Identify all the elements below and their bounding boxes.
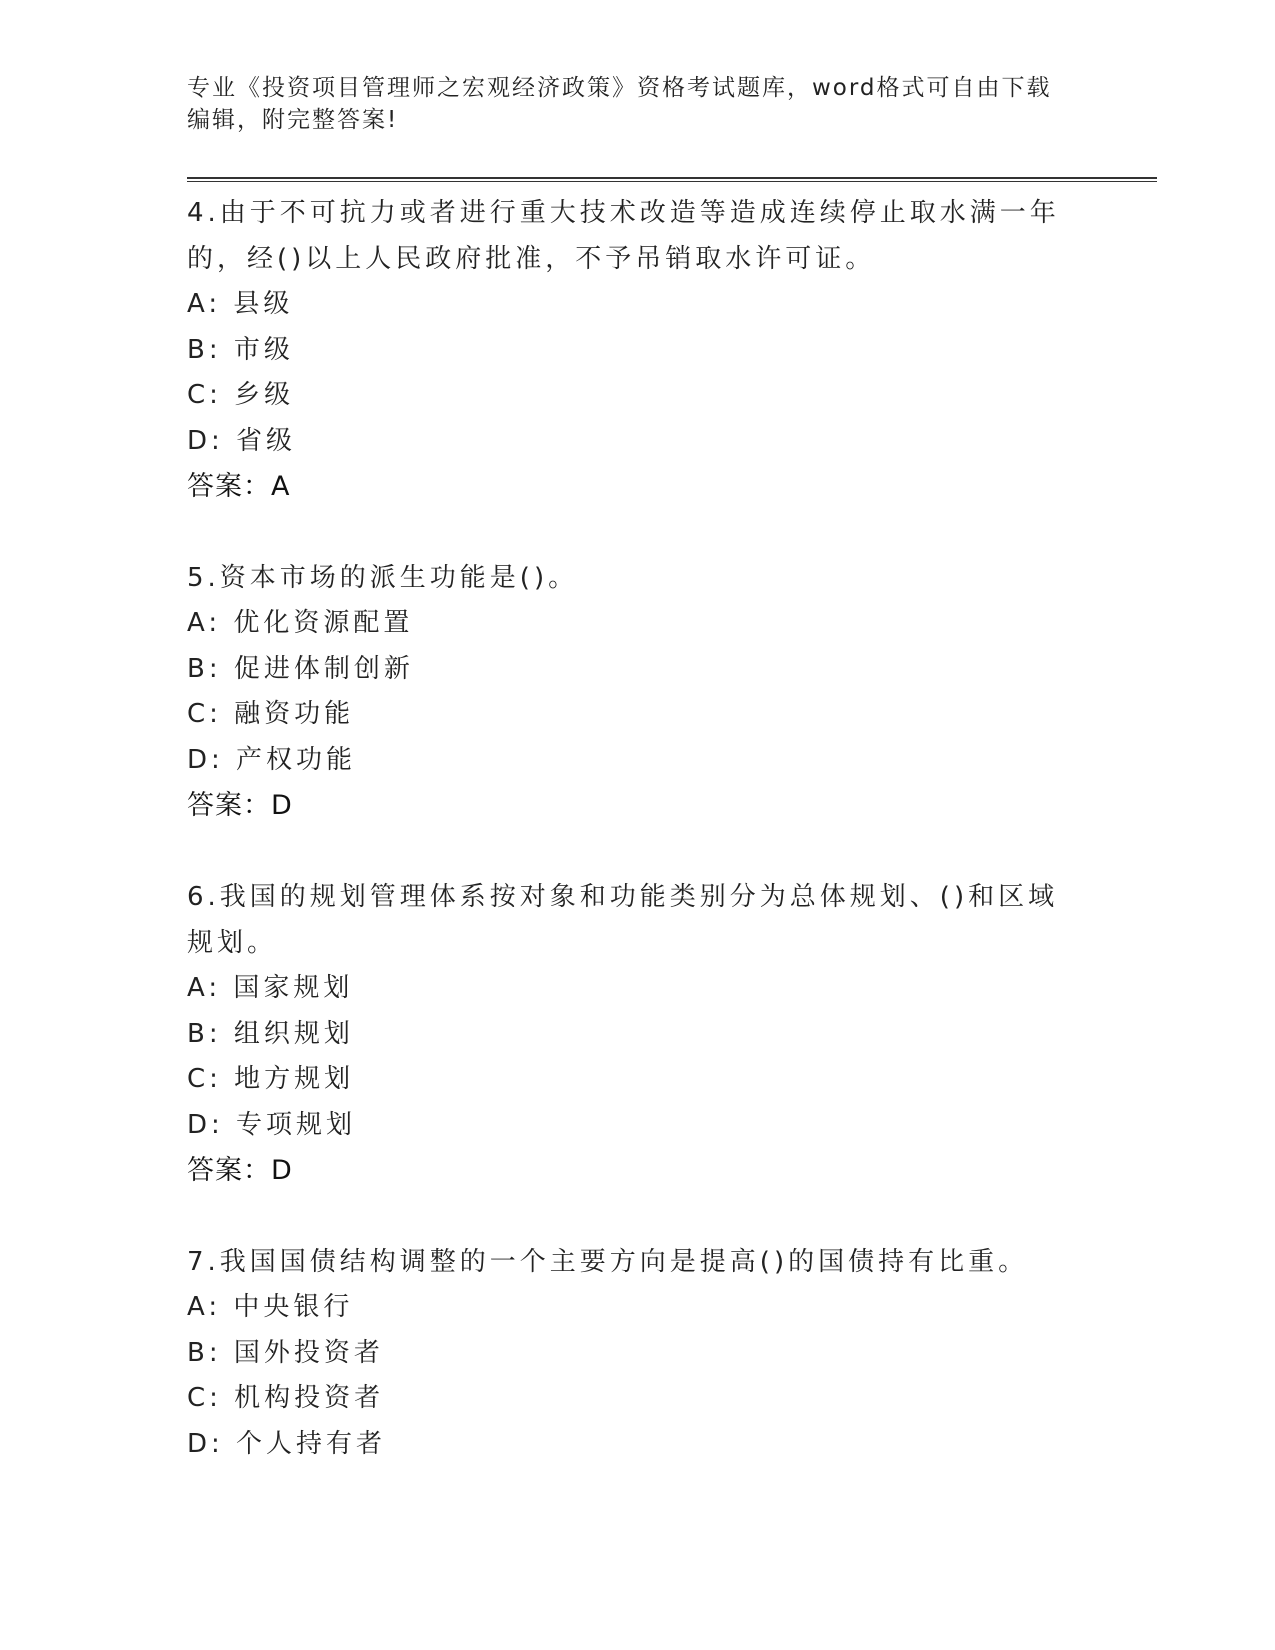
option-a: A: 优化资源配置: [187, 608, 414, 638]
option-a: A: 中央银行: [187, 1292, 354, 1322]
question-stem: 7.我国国债结构调整的一个主要方向是提高()的国债持有比重。: [187, 1247, 1029, 1277]
question-list: [187, 190, 1087, 1467]
document-header: 专业《投资项目管理师之宏观经济政策》资格考试题库，word格式可自由下载编辑，附完整答案!: [187, 75, 1052, 133]
question-6: [187, 874, 1087, 1194]
question-5: [187, 555, 1087, 829]
header-divider: [187, 177, 1157, 182]
question-stem: 5.资本市场的派生功能是()。: [187, 563, 579, 593]
option-b: B: 组织规划: [187, 1018, 354, 1049]
option-b: B: 国外投资者: [187, 1337, 384, 1368]
option-d: D: 产权功能: [187, 744, 357, 775]
question-stem: 6.我国的规划管理体系按对象和功能类别分为总体规划、()和区域规划。: [187, 882, 1059, 958]
question-spacer: [187, 510, 1087, 555]
option-c: C: 地方规划: [187, 1064, 355, 1094]
option-a: A: 县级: [187, 289, 294, 319]
option-d: D: 专项规划: [187, 1109, 357, 1140]
option-a: A: 国家规划: [187, 973, 354, 1003]
option-b: B: 促进体制创新: [187, 653, 414, 684]
option-c: C: 乡级: [187, 380, 295, 410]
option-c: C: 机构投资者: [187, 1383, 385, 1413]
question-7: [187, 1239, 1087, 1467]
answer-line: 答案：D: [187, 790, 293, 821]
answer-line: 答案：D: [187, 1155, 293, 1186]
answer-line: 答案：A: [187, 471, 291, 502]
option-c: C: 融资功能: [187, 699, 355, 729]
option-b: B: 市级: [187, 334, 294, 365]
option-d: D: 个人持有者: [187, 1428, 387, 1459]
question-4: [187, 190, 1087, 510]
question-spacer: [187, 1194, 1087, 1239]
question-stem: 4.由于不可抗力或者进行重大技术改造等造成连续停止取水满一年的，经()以上人民政府批准，不予吊销取水许可证。: [187, 198, 1060, 274]
question-spacer: [187, 829, 1087, 874]
option-d: D: 省级: [187, 425, 297, 456]
